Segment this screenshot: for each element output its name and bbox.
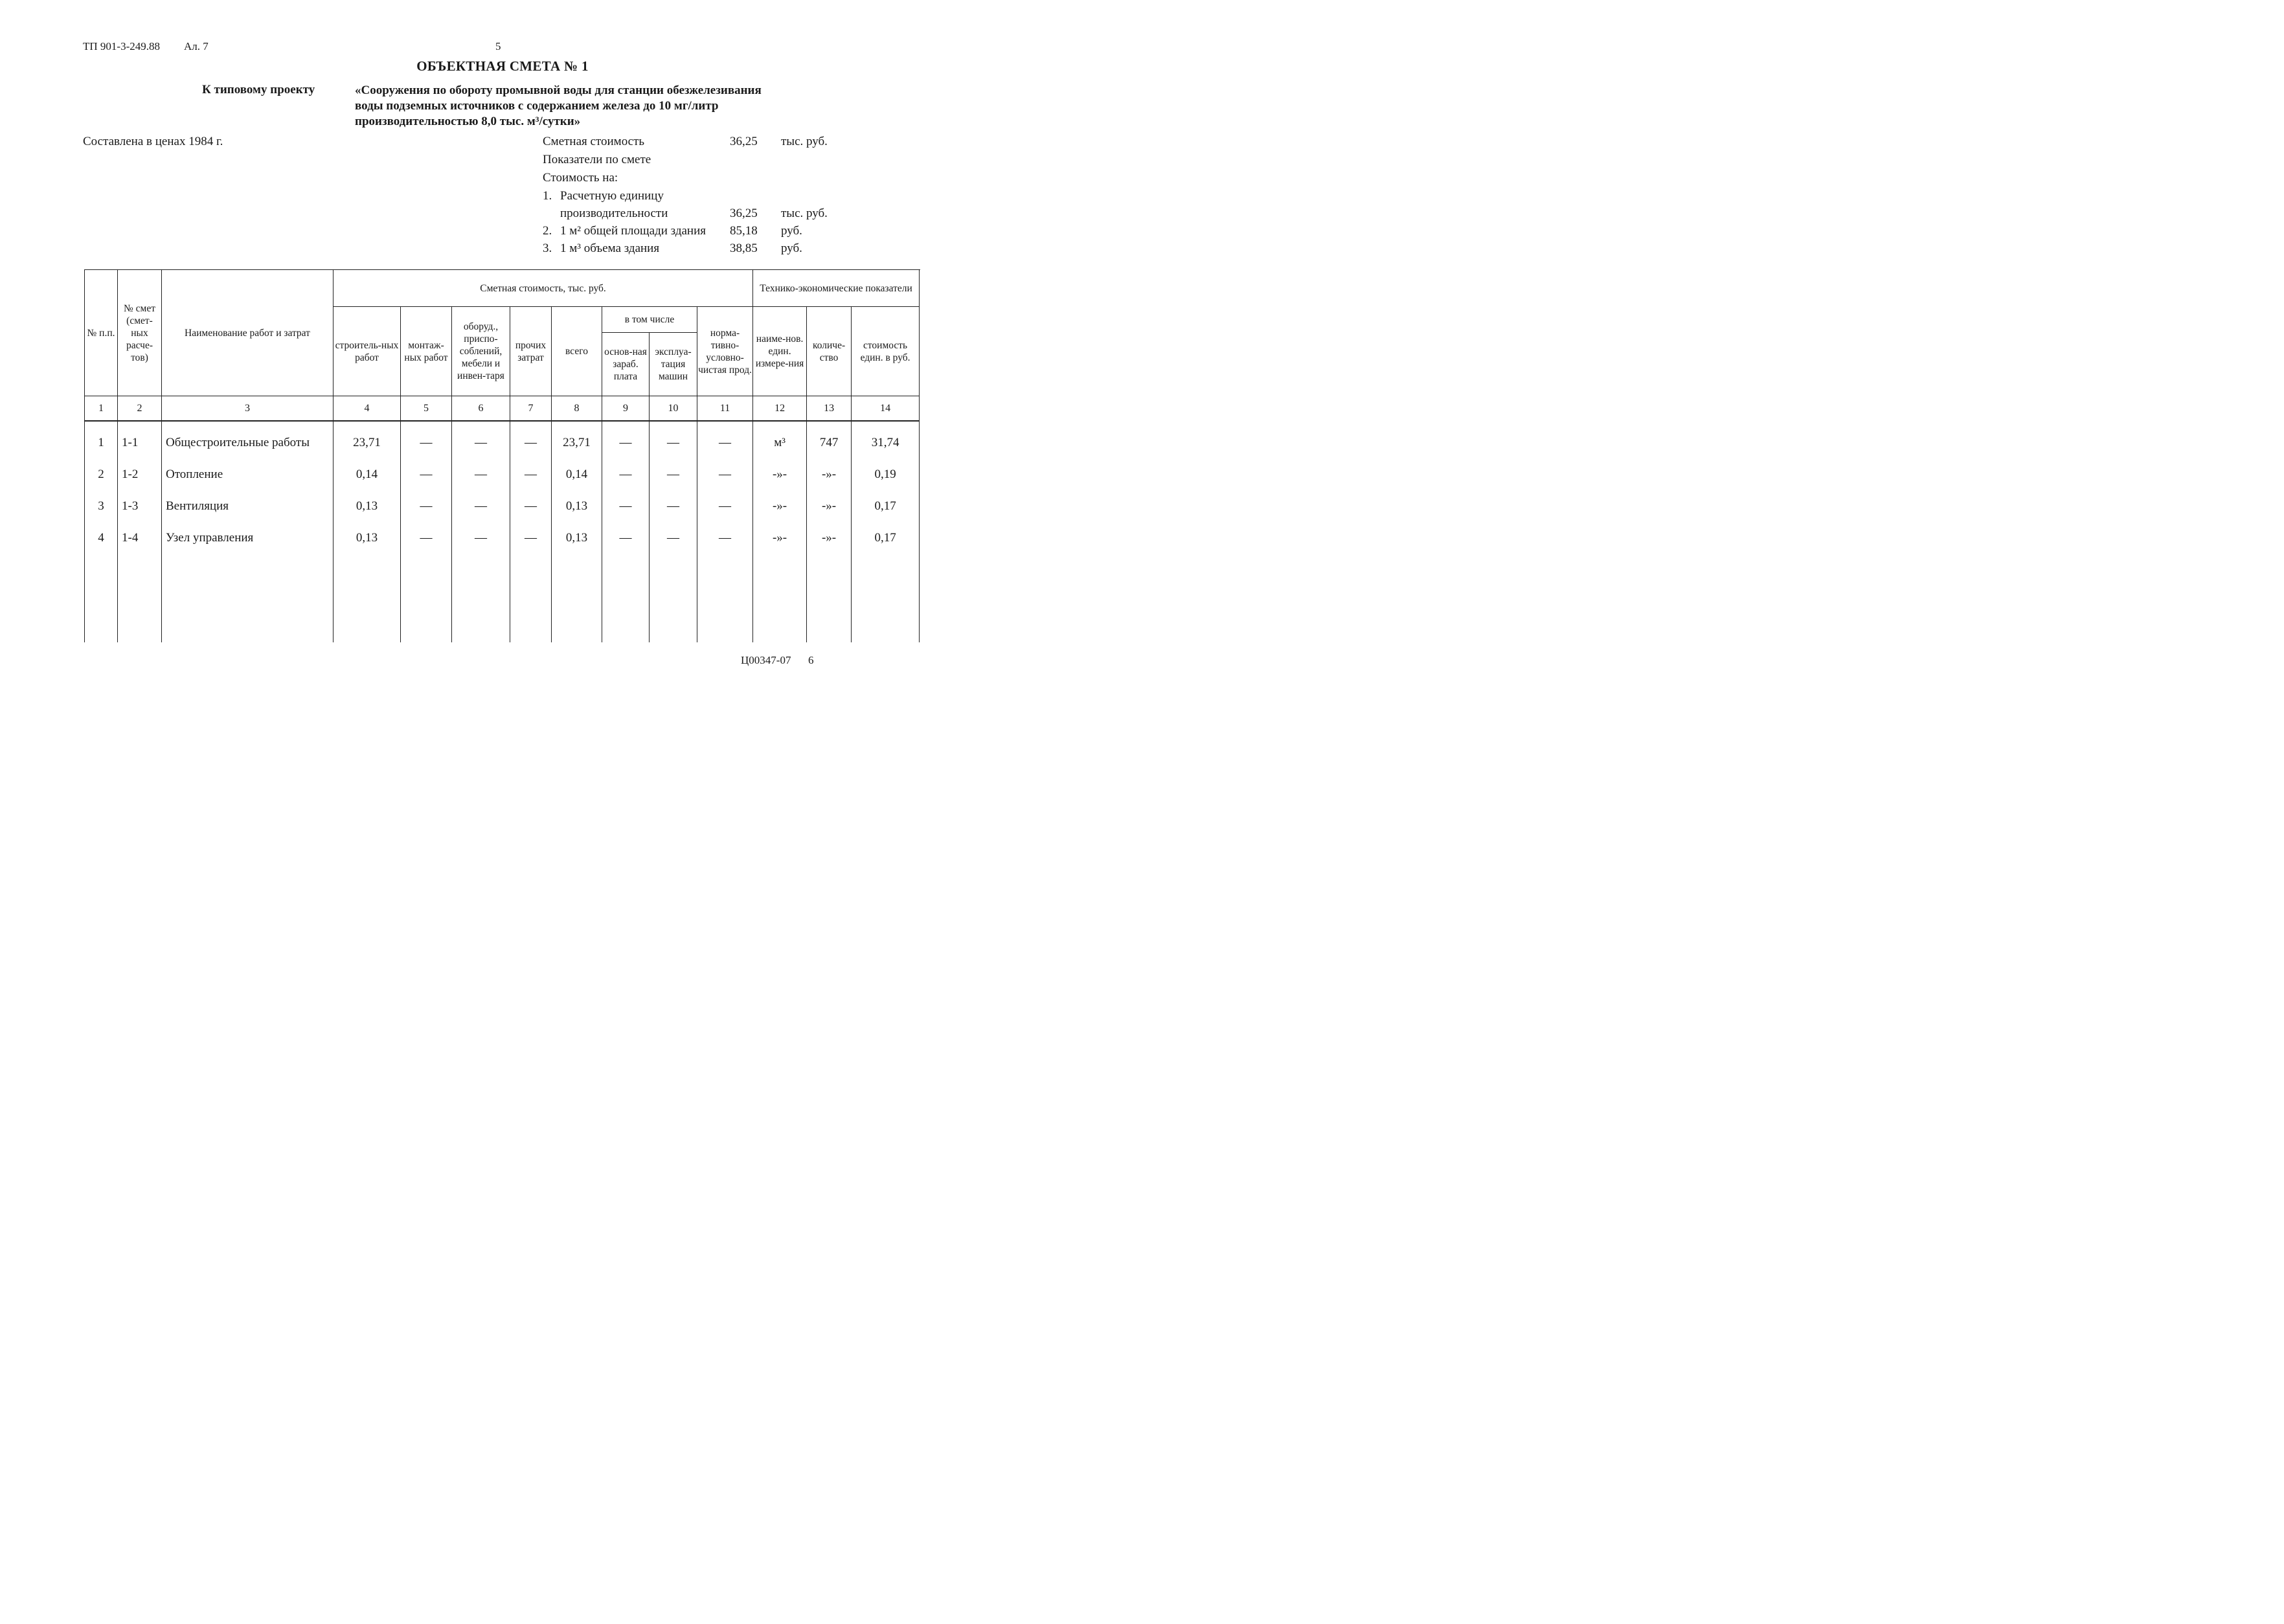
- header-wages: основ-ная зараб. плата: [602, 333, 650, 396]
- cell-name: Общестроительные работы: [162, 421, 334, 458]
- cell-equipment: —: [452, 421, 510, 458]
- cell-total: 23,71: [552, 421, 602, 458]
- cell-name: Отопление: [162, 458, 334, 490]
- cell-other: —: [510, 522, 552, 554]
- indicator-1-label-line-1: Расчетную единицу: [560, 189, 664, 203]
- column-number: 2: [118, 396, 162, 422]
- cell-unit: -»-: [753, 458, 807, 490]
- indicator-1-value: 36,25: [730, 207, 758, 220]
- cell-construction: 23,71: [334, 421, 401, 458]
- cell-unit-cost: 0,17: [852, 490, 920, 522]
- cell-other: —: [510, 490, 552, 522]
- column-number: 6: [452, 396, 510, 422]
- cell-normative: —: [697, 490, 753, 522]
- cell-total: 0,14: [552, 458, 602, 490]
- cell-construction: 0,13: [334, 490, 401, 522]
- cost-unit: тыс. руб.: [781, 135, 828, 148]
- cell-name: Узел управления: [162, 522, 334, 554]
- cell-name: Вентиляция: [162, 490, 334, 522]
- cell-num: 2: [85, 458, 118, 490]
- column-number: 9: [602, 396, 650, 422]
- cell-machines: —: [650, 490, 697, 522]
- header-machines: эксплуа-тация машин: [650, 333, 697, 396]
- cell-unit: -»-: [753, 522, 807, 554]
- header-equipment: оборуд., приспо-соблений, мебели и инвен-таря: [452, 307, 510, 396]
- project-label: К типовому проекту: [202, 83, 315, 96]
- project-title-line-3: производительностью 8,0 тыс. м³/сутки»: [355, 115, 581, 128]
- indicator-2-number: 2.: [543, 224, 552, 238]
- header-mounting: монтаж-ных работ: [401, 307, 452, 396]
- cost-value: 36,25: [730, 135, 758, 148]
- estimate-table: [84, 269, 920, 642]
- column-number: 13: [807, 396, 852, 422]
- table-row: [85, 522, 920, 554]
- cell-wages: —: [602, 522, 650, 554]
- cell-qty: -»-: [807, 522, 852, 554]
- cell-mounting: —: [401, 522, 452, 554]
- indicator-1-unit: тыс. руб.: [781, 207, 828, 220]
- header-quantity: количе-ство: [807, 307, 852, 396]
- table-row: [85, 490, 920, 522]
- cell-code: 1-2: [118, 458, 162, 490]
- cell-equipment: —: [452, 458, 510, 490]
- cell-normative: —: [697, 458, 753, 490]
- cell-unit-cost: 0,17: [852, 522, 920, 554]
- header-estimate-number: № смет (смет-ных расче-тов): [118, 270, 162, 396]
- page-title: ОБЪЕКТНАЯ СМЕТА № 1: [416, 58, 589, 74]
- column-number: 3: [162, 396, 334, 422]
- cell-wages: —: [602, 490, 650, 522]
- cell-construction: 0,14: [334, 458, 401, 490]
- cell-machines: —: [650, 458, 697, 490]
- header-row-number: № п.п.: [85, 270, 118, 396]
- indicator-1-number: 1.: [543, 189, 552, 203]
- indicator-3-label: 1 м³ объема здания: [560, 242, 660, 255]
- header-group-tech: Технико-экономические показатели: [753, 270, 920, 307]
- column-number: 5: [401, 396, 452, 422]
- column-number: 10: [650, 396, 697, 422]
- cell-unit: м³: [753, 421, 807, 458]
- cell-code: 1-3: [118, 490, 162, 522]
- cell-equipment: —: [452, 522, 510, 554]
- cell-code: 1-4: [118, 522, 162, 554]
- column-number: 4: [334, 396, 401, 422]
- header-unit-cost: стоимость един. в руб.: [852, 307, 920, 396]
- cell-construction: 0,13: [334, 522, 401, 554]
- cell-code: 1-1: [118, 421, 162, 458]
- cell-mounting: —: [401, 458, 452, 490]
- indicator-2-unit: руб.: [781, 224, 802, 238]
- column-number: 11: [697, 396, 753, 422]
- column-number: 12: [753, 396, 807, 422]
- indicator-3-unit: руб.: [781, 242, 802, 255]
- cell-normative: —: [697, 421, 753, 458]
- header-construction: строитель-ных работ: [334, 307, 401, 396]
- project-title-line-2: воды подземных источников с содержанием железа до 10 мг/литр: [355, 99, 719, 113]
- cell-unit-cost: 31,74: [852, 421, 920, 458]
- cell-machines: —: [650, 522, 697, 554]
- cell-unit: -»-: [753, 490, 807, 522]
- table-row: [85, 421, 920, 458]
- page-number: 5: [495, 40, 501, 52]
- prices-year: Составлена в ценах 1984 г.: [83, 135, 223, 148]
- cell-unit-cost: 0,19: [852, 458, 920, 490]
- cell-mounting: —: [401, 490, 452, 522]
- header-total: всего: [552, 307, 602, 396]
- indicator-3-value: 38,85: [730, 242, 758, 255]
- cell-mounting: —: [401, 421, 452, 458]
- cell-wages: —: [602, 421, 650, 458]
- cell-machines: —: [650, 421, 697, 458]
- project-title: [355, 83, 762, 130]
- header-other: прочих затрат: [510, 307, 552, 396]
- cost-label: Сметная стоимость: [543, 135, 645, 148]
- cell-equipment: —: [452, 490, 510, 522]
- column-number: 1: [85, 396, 118, 422]
- cell-other: —: [510, 458, 552, 490]
- cell-num: 4: [85, 522, 118, 554]
- header-work-name: Наименование работ и затрат: [162, 270, 334, 396]
- cell-other: —: [510, 421, 552, 458]
- column-number: 8: [552, 396, 602, 422]
- cell-qty: 747: [807, 421, 852, 458]
- table-row: [85, 458, 920, 490]
- project-title-line-1: «Сооружения по обороту промывной воды для станции обезжелезивания: [355, 84, 762, 97]
- indicators-label: Показатели по смете: [543, 153, 651, 166]
- indicator-3-number: 3.: [543, 242, 552, 255]
- header-including: в том числе: [602, 307, 697, 333]
- column-number: 7: [510, 396, 552, 422]
- sheet-label: Ал. 7: [184, 40, 209, 52]
- cell-num: 1: [85, 421, 118, 458]
- cell-qty: -»-: [807, 490, 852, 522]
- cell-num: 3: [85, 490, 118, 522]
- cell-wages: —: [602, 458, 650, 490]
- header-normative: норма-тивно-условно-чистая прод.: [697, 307, 753, 396]
- document-code: ТП 901-3-249.88: [83, 40, 160, 52]
- indicator-1-label-line-2: производительности: [560, 207, 668, 220]
- table-filler-row: [85, 554, 920, 642]
- cell-normative: —: [697, 522, 753, 554]
- column-number: 14: [852, 396, 920, 422]
- header-unit: наиме-нов. един. измере-ния: [753, 307, 807, 396]
- indicator-2-value: 85,18: [730, 224, 758, 238]
- header-group-cost: Сметная стоимость, тыс. руб.: [334, 270, 753, 307]
- indicator-2-label: 1 м² общей площади здания: [560, 224, 707, 238]
- footer-sheet-number: 6: [808, 654, 814, 666]
- cell-total: 0,13: [552, 522, 602, 554]
- cell-total: 0,13: [552, 490, 602, 522]
- cell-qty: -»-: [807, 458, 852, 490]
- cost-for-label: Стоимость на:: [543, 171, 618, 185]
- footer-doc-code: Ц00347-07: [741, 654, 791, 666]
